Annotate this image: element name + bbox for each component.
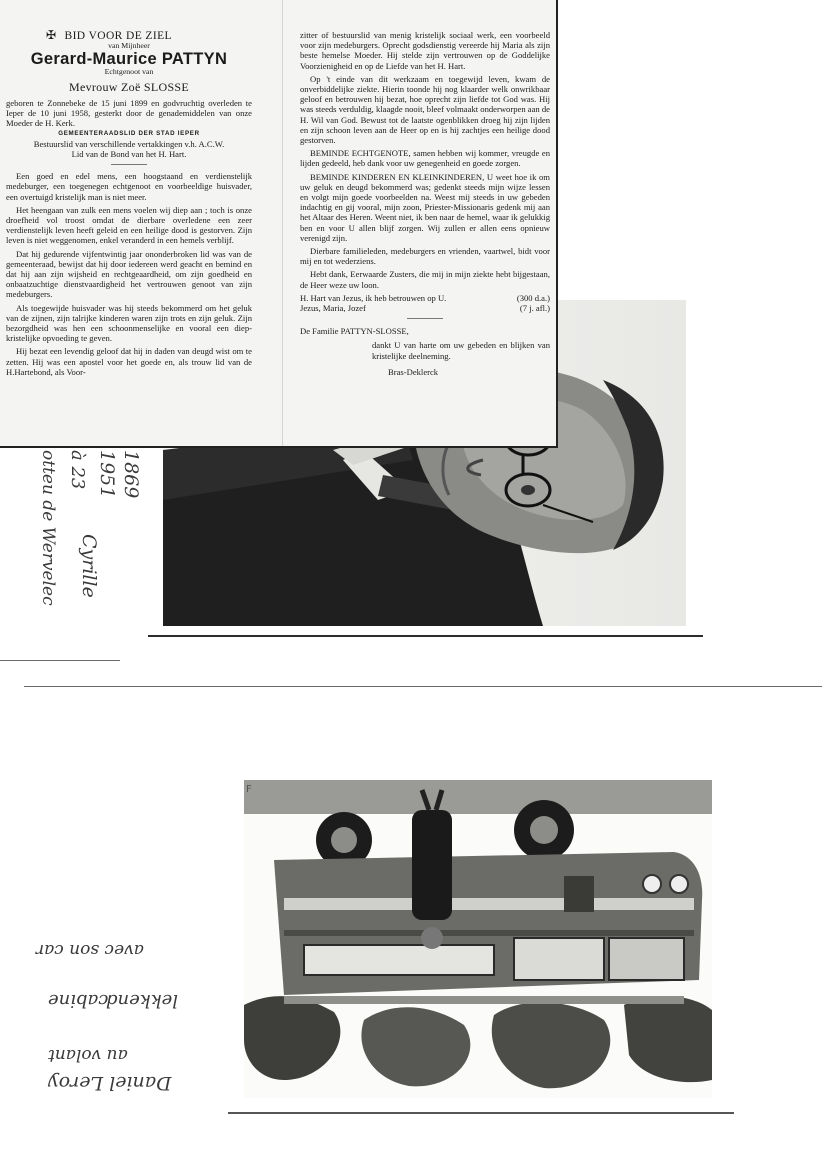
indulgence: (7 j. afl.) bbox=[519, 303, 550, 314]
handwritten-line: cabine bbox=[48, 990, 109, 1011]
photo-border bbox=[228, 1112, 734, 1114]
paragraph: Hebt dank, Eerwaarde Zusters, die mij in mijn ziekte hebt bijgestaan, de Heer weze uw loon. bbox=[300, 269, 550, 290]
paragraph: Als toegewijde huisvader was hij steeds bekommerd om het geluk van de zijnen, zijn talrijke kinderen waren zijn trots en zijn geluk. Zijn bezorgdheid was hen een schoonmenselijke en vooral een diep-kristelijke opvoeding te geven. bbox=[6, 302, 252, 344]
photo-border bbox=[148, 635, 703, 637]
card-echtgenoot: Echtgenoot van bbox=[104, 66, 154, 76]
paragraph: Dat hij gedurende vijfentwintig jaar ononderbroken lid was van de gemeenteraad, bewijst dat hij door iedereen werd geacht en bemind en dat hij aan zijn wijsheid en rechtgeaardheid, om zijn goedheid en onbaatzuchtige dienstvaardigheid het vertrouwen genoot van zijn medeburgers. bbox=[6, 248, 252, 300]
paragraph: Hij bezat een levendig geloof dat hij in daden van deugd wist om te zetten. Hij was een apostel voor het goede en, als trouw lid van de H.Hartebond, als Voor- bbox=[6, 346, 252, 377]
paragraph: BEMINDE KINDEREN EN KLEINKINDEREN, U weet hoe ik om uw geluk en deugd bekommerd was; gedenkt steeds mijn wijze lessen en volgt mijn goede voorbeelden na. Weest mij steeds in uw gebeden indachtig en gij vooral, mijn zoon, Priester-Missionaris gedenk mij aan het Altaar des Heren. Weent niet, ik ben naar de hemel, waar ik gelukkig ben en voor U allen blijf zorgen. Wij zullen er allen eens opnieuw verenigd zijn. bbox=[300, 171, 550, 243]
bus-photo-image bbox=[244, 780, 712, 1098]
handwritten-line: otteu de Wervelec bbox=[38, 450, 58, 606]
paragraph: zitter of bestuurslid van menig kristelijk sociaal werk, een voorbeeld voor zijn medeburgers. Oprecht godsdienstig vereerde hij Maria als zijn beste hemelse Moeder. Hij stelde zijn vertrouwen op de Goddelijke Voorzienigheid en op de Liefde van het H. Hart. bbox=[300, 30, 550, 71]
paragraph: Een goed en edel mens, een hoogstaand en verdienstelijk medeburger, een toegenegen echtgenoot en voorbeeldige huisvader, een overtuigd kristelijk man is niet meer. bbox=[6, 171, 252, 202]
prayer-line bbox=[300, 303, 550, 313]
memorial-card bbox=[0, 0, 558, 448]
board-text: Bestuurslid van verschillende vertakkingen v.h. A.C.W. bbox=[33, 138, 225, 149]
paragraph: Op 't einde van dit werkzaam en toegewijd leven, kwam de onverbiddelijke ziekte. Hierin toonde hij nog klaarder welk onwrikbaar geloof en betrouwen hij bezat, hoe oprecht zijn liefde tot God was. Hij was steeds verduldig, klaagde nooit, bleef volmaakt onderworpen aan de H. Wil van God. Bewust tot de laatste ogenblikken droeg hij zijn lijden en zijn schoon leven aan de Heer op en is hij zachtjes een heilige dood gestorven. bbox=[300, 73, 550, 146]
paragraph: Het heengaan van zulk een mens voelen wij diep aan ; toch is onze droefheid vol troost omdat de dierbare overledene een zeer verdienstelijk leven heeft geleid en een heilige dood is gestorven. Zijn leven is niet weggenomen, enkel veranderd in een hemels verblijf. bbox=[6, 204, 252, 246]
prayer-line bbox=[300, 293, 550, 303]
council-title: GEMEENTERAADSLID DER STAD IEPER bbox=[58, 129, 200, 137]
page-divider bbox=[24, 686, 822, 687]
divider bbox=[111, 164, 147, 165]
handwritten-note-2 bbox=[28, 940, 228, 1110]
thanks-text: dankt U van harte om uw gebeden en blijken van kristelijke deelneming. bbox=[372, 340, 550, 361]
birth-death-text: geboren te Zonnebeke de 15 juni 1899 en godvruchtig overleden te Ieper de 10 juni 1958, gesterkt door de genademiddelen van onze Moeder de H. Kerk. bbox=[6, 98, 252, 129]
prayer-text: H. Hart van Jezus, ik heb betrouwen op U. bbox=[300, 292, 447, 303]
page-divider bbox=[0, 660, 120, 661]
spouse-name: Mevrouw Zoë SLOSSE bbox=[68, 79, 190, 94]
svg-text:F: F bbox=[246, 784, 252, 795]
handwritten-line: 1951 bbox=[96, 450, 118, 499]
handwritten-line: avec son car bbox=[36, 940, 144, 960]
deceased-name: Gerard-Maurice PATTYN bbox=[30, 50, 228, 69]
cross-icon: ✠ bbox=[46, 28, 57, 42]
card-fold bbox=[282, 0, 283, 448]
printer-name: Bras-Deklerck bbox=[388, 366, 439, 377]
handwritten-line: Cyrille bbox=[78, 534, 100, 598]
handwritten-line: à 23 bbox=[67, 450, 88, 490]
divider bbox=[407, 318, 443, 319]
card-left-column bbox=[0, 0, 258, 380]
handwritten-line: lekkend bbox=[106, 990, 178, 1011]
card-right-column bbox=[296, 0, 554, 377]
handwritten-line: au volant bbox=[48, 1045, 128, 1065]
card-heading: BID VOOR DE ZIEL bbox=[64, 30, 172, 42]
family-signature: De Familie PATTYN-SLOSSE, bbox=[300, 326, 409, 337]
handwritten-line: Daniel Leroy bbox=[48, 1072, 172, 1094]
paragraph: BEMINDE ECHTGENOTE, samen hebben wij kommer, vreugde en lijden gedeeld, heb dank voor uw genegenheid en goede zorgen. bbox=[300, 148, 550, 169]
prayer-text: Jezus, Maria, Jozef bbox=[300, 303, 366, 314]
card-van-mijnheer: van Mijnheer bbox=[108, 41, 150, 51]
indulgence: (300 d.a.) bbox=[516, 292, 550, 303]
bond-text: Lid van de Bond van het H. Hart. bbox=[71, 149, 187, 160]
handwritten-note-1 bbox=[18, 450, 168, 625]
card-header bbox=[0, 30, 252, 41]
paragraph: Dierbare familieleden, medeburgers en vrienden, vaartwel, bidt voor mij en tot wederziens. bbox=[300, 246, 550, 267]
bus-photo bbox=[244, 780, 712, 1098]
handwritten-line: 1869 bbox=[120, 450, 142, 499]
